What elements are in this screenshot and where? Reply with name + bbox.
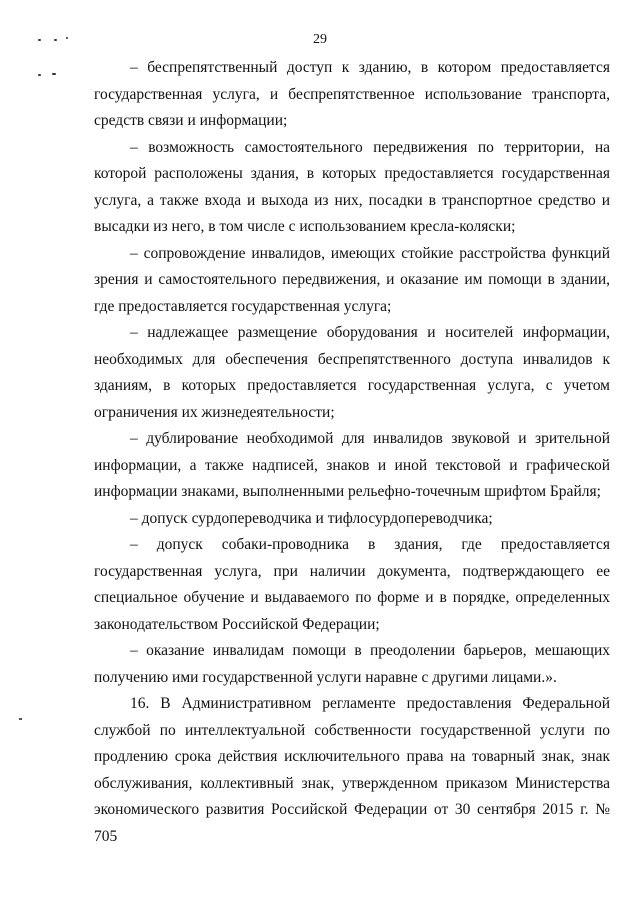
paragraph-independent-movement: – возможность самостоятельного передвижения по территории, на которой расположены здания, в которых предоставляется государственная услуга, а также входа и выхода из них, посадки в транспортное средство и высадки из него, в том числе с использованием кресла-коляски; [94, 138, 610, 235]
paragraph-item-16: 16. В Административном регламенте предоставления Федеральной службой по интеллектуальной собственности государственной услуги по продлению срока действия исключительного права на товарный знак, знак обслуживания, коллективный знак, утвержденном приказом Министерства экономического развития Российской Федерации от 30 сентября 2015 г. № 705 [94, 695, 610, 845]
paragraph-duplicating-information: – дублирование необходимой для инвалидов звуковой и зрительной информации, а также надписей, знаков и иной текстовой и графической информации знаками, выполненными рельефно-точечным шрифтом Брайля; [94, 430, 610, 500]
paragraph-overcoming-barriers: – оказание инвалидам помощи в преодолении барьеров, мешающих получению ими государственной услуги наравне с другими лицами.». [94, 642, 610, 686]
paragraph-equipment-placement: – надлежащее размещение оборудования и носителей информации, необходимых для обеспечения беспрепятственного доступа инвалидов к зданиям, в которых предоставляется государственная услуга, с учетом ограничения их жизнедеятельности; [94, 324, 610, 421]
scan-mark [52, 73, 56, 75]
paragraph-barrier-free-access: – беспрепятственный доступ к зданию, в котором предоставляется государственная услуга, и беспрепятственное использование транспорта, средств связи и информации; [94, 59, 610, 129]
paragraph-sign-interpreter: – допуск сурдопереводчика и тифлосурдопереводчика; [130, 509, 493, 527]
margin-mark [19, 718, 22, 720]
scan-mark [38, 74, 41, 76]
paragraph-escort-disabled: – сопровождение инвалидов, имеющих стойкие расстройства функций зрения и самостоятельного передвижения, и оказание им помощи в здании, где предоставляется государственная услуга; [94, 244, 610, 315]
body-text [94, 55, 610, 850]
page-number: 29 [313, 32, 327, 47]
paragraph-guide-dog: – допуск собаки-проводника в здания, где предоставляется государственная услуга, при наличии документа, подтверждающего ее специальное обучение и выдаваемого по форме и в порядке, определенных законодательством Российской Федерации; [94, 536, 610, 633]
